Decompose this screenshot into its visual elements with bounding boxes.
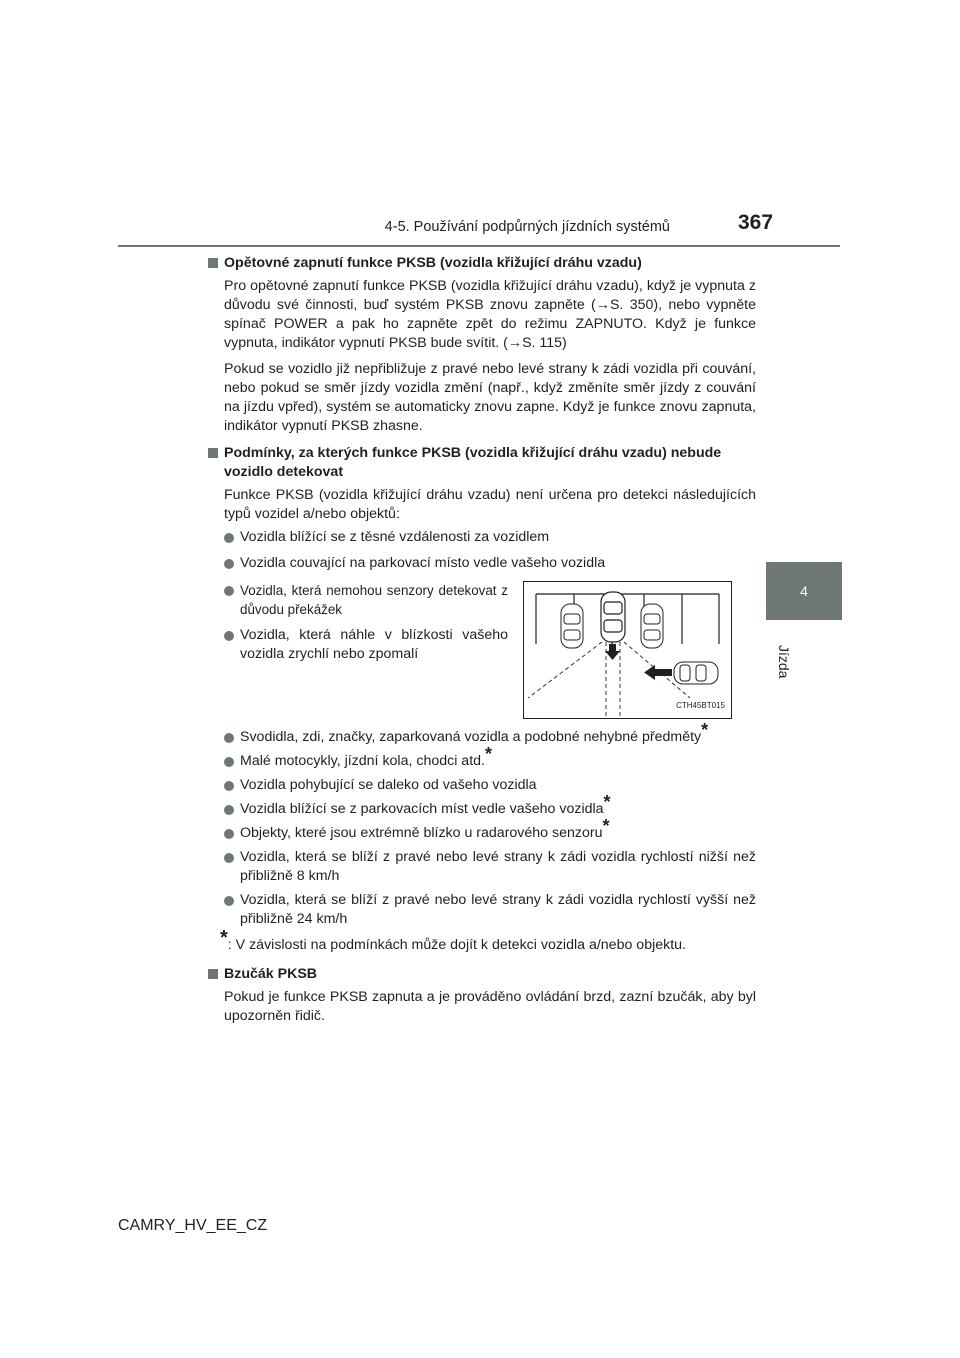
list-item: Vozidla, která se blíží z pravé nebo levé strany k zádi vozidla rychlostí nižší než přibližně 8 km/h — [208, 848, 756, 886]
square-bullet-icon — [208, 969, 218, 979]
section-reactivation — [208, 254, 756, 436]
parking-illustration — [523, 581, 732, 719]
figure-side-list — [208, 581, 508, 664]
chapter-side-label — [772, 645, 832, 685]
chapter-number: 4 — [800, 583, 808, 599]
footer-model-code: CAMRY_HV_EE_CZ — [118, 1217, 268, 1234]
asterisk-mark: * — [603, 792, 611, 812]
footnote-asterisk: * — [220, 927, 228, 949]
chapter-side-label-text: Jízda — [776, 645, 792, 679]
section-heading: Bzučák PKSB — [208, 965, 756, 984]
approach-arrow-icon — [644, 665, 672, 680]
bullet-dot-icon — [224, 853, 234, 863]
chapter-tab — [766, 562, 842, 620]
list-item: Vozidla, která nemohou senzory detekovat z důvodu překážek — [208, 581, 508, 619]
bullet-dot-icon — [224, 829, 234, 839]
asterisk-mark: * — [602, 816, 610, 836]
own-car — [601, 592, 625, 642]
parked-car-left — [561, 604, 583, 648]
reverse-arrow-icon — [605, 644, 620, 660]
bullet-dot-icon — [224, 757, 234, 767]
section-buzzer — [208, 965, 756, 1026]
paragraph: Pokud se vozidlo již nepřibližuje z pravé nebo levé strany k zádi vozidla při couvání, nebo pokud se směr jízdy vozidla změní (např., když změníte směr jízdy z couvání na jízdu vpřed), systém se automaticky znovu zapne. Když je funkce znovu zapnuta, indikátor vypnutí PKSB zhasne. — [224, 361, 756, 434]
bullet-dot-icon — [224, 533, 234, 543]
bullet-dot-icon — [224, 559, 234, 569]
bullet-dot-icon — [224, 805, 234, 815]
list-item: Vozidla couvající na parkovací místo vedle vašeho vozidla — [208, 554, 756, 573]
bullet-dot-icon — [224, 733, 234, 743]
list-item: Vozidla pohybující se daleko od vašeho vozidla — [208, 776, 756, 795]
figure-row — [208, 581, 756, 719]
section-heading: Podmínky, za kterých funkce PKSB (vozidla křižující dráhu vzadu) nebude vozidlo detekovat — [208, 444, 756, 482]
header-section-title: 4-5. Používání podpůrných jízdních systémů — [384, 219, 670, 235]
bullet-dot-icon — [224, 586, 234, 596]
page-content — [208, 254, 756, 1026]
list-item: Vozidla blížící se z parkovacích míst vedle vašeho vozidla* — [208, 800, 756, 819]
page-number: 367 — [738, 211, 774, 234]
square-bullet-icon — [208, 258, 218, 268]
list-item: Svodidla, zdi, značky, zaparkovaná vozidla a podobné nehybné předměty* — [208, 728, 756, 747]
bullet-dot-icon — [224, 781, 234, 791]
figure-code: CTH45BT015 — [676, 701, 725, 710]
section-heading: Opětovné zapnutí funkce PKSB (vozidla křižující dráhu vzadu) — [208, 254, 756, 273]
paragraph: Pro opětovné zapnutí funkce PKSB (vozidla křižující dráhu vzadu), když je vypnuta z důvodu své činnosti, buď systém PKSB znovu zapněte (→S. 350), nebo vypněte spínač POWER a pak ho zapněte zpět do režimu ZAPNUTO. Když je funkce vypnuta, indikátor vypnutí PKSB bude svítit. (→S. 115) — [224, 278, 756, 351]
asterisk-mark: * — [701, 720, 709, 740]
parked-car-right — [641, 604, 663, 648]
section-conditions — [208, 444, 756, 955]
footnote: *: V závislosti na podmínkách může dojít k detekci vozidla a/nebo objektu. — [220, 927, 686, 953]
square-bullet-icon — [208, 448, 218, 458]
paragraph: Pokud je funkce PKSB zapnuta a je prováděno ovládání brzd, zazní bzučák, aby byl upozorněn řidič. — [224, 989, 756, 1024]
list-item: Vozidla, která se blíží z pravé nebo levé strany k zádi vozidla rychlostí vyšší než přibližně 24 km/h — [208, 891, 756, 929]
bullet-dot-icon — [224, 631, 234, 641]
asterisk-mark: * — [484, 744, 492, 764]
paragraph: Funkce PKSB (vozidla křižující dráhu vzadu) není určena pro detekci následujících typů vozidel a/nebo objektů: — [224, 487, 756, 522]
approaching-car — [674, 662, 718, 684]
list-item: Vozidla blížící se z těsné vzdálenosti za vozidlem — [208, 528, 756, 547]
list-item: Objekty, které jsou extrémně blízko u radarového senzoru* — [208, 824, 756, 843]
header-divider — [118, 245, 840, 247]
list-item: Vozidla, která náhle v blízkosti vašeho vozidla zrychlí nebo zpomalí — [208, 626, 508, 664]
bullet-dot-icon — [224, 896, 234, 906]
list-item: Malé motocykly, jízdní kola, chodci atd.* — [208, 752, 756, 771]
